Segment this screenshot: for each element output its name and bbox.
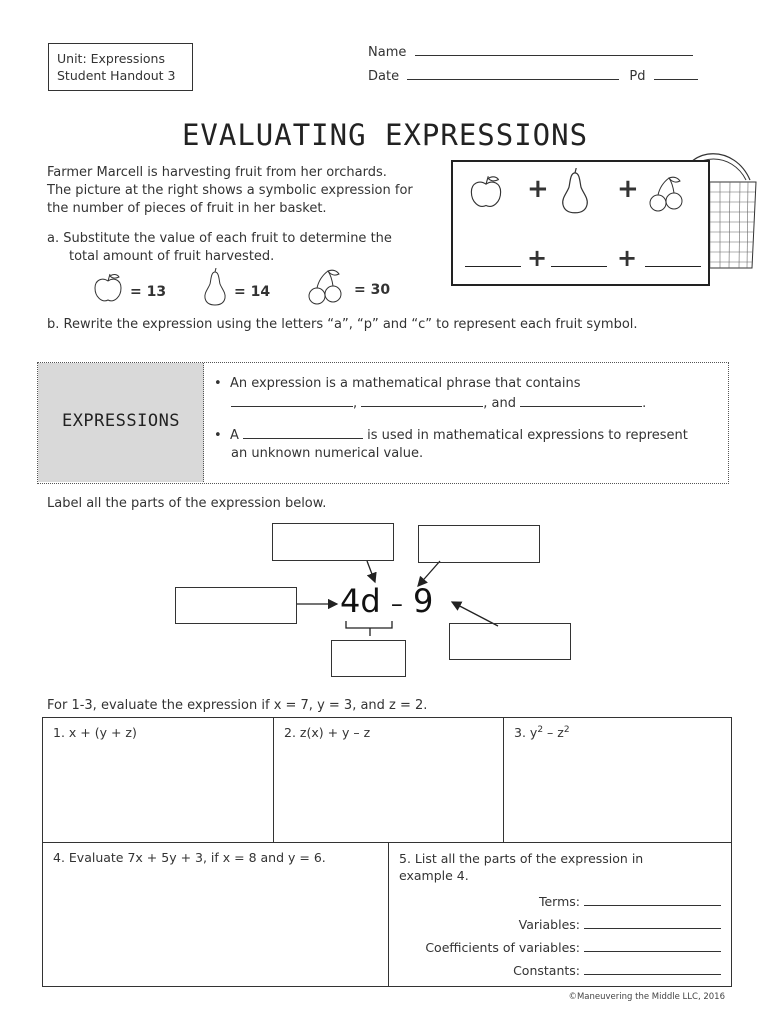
coefficients-field[interactable]	[584, 939, 721, 952]
problem-3-exponent-1: 2	[537, 725, 544, 735]
problem-4-cell[interactable]	[43, 843, 389, 987]
answer-list	[399, 890, 721, 982]
problem-3-exponent-2: 2	[563, 725, 570, 735]
label-box-bottom-term[interactable]	[331, 640, 406, 677]
apple-value: = 13	[130, 284, 167, 300]
constants-field[interactable]	[584, 962, 721, 975]
problem-2: 2. z(x) + y – z	[284, 725, 371, 740]
problem-3-cell[interactable]	[504, 718, 732, 843]
problem-5-line-1: 5. List all the parts of the expression in	[399, 851, 644, 866]
name-label: Name	[368, 45, 407, 60]
variables-label: Variables:	[518, 917, 580, 932]
coefficients-label: Coefficients of variables:	[425, 940, 580, 955]
variables-row	[399, 913, 721, 936]
part-a-line-1: a. Substitute the value of each fruit to determine the	[47, 231, 392, 246]
handout-line: Student Handout 3	[57, 68, 176, 83]
label-box-term[interactable]	[175, 587, 297, 624]
bullet-icon: •	[214, 376, 226, 391]
part-b: b. Rewrite the expression using the letters “a”, “p” and “c” to represent each fruit symbol.	[47, 317, 638, 332]
problem-1-cell[interactable]	[43, 718, 274, 843]
terms-field[interactable]	[584, 893, 721, 906]
intro-line-2: The picture at the right shows a symbolic expression for	[47, 183, 413, 198]
expressions-label: EXPRESSIONS	[61, 411, 181, 431]
coefficients-row	[399, 936, 721, 959]
plus-sign: +	[617, 244, 638, 272]
expression-term-4d: 4d	[340, 582, 381, 620]
bullet-1-text: An expression is a mathematical phrase that contains	[229, 376, 581, 391]
page-title: EVALUATING EXPRESSIONS	[181, 118, 589, 152]
expression-minus: –	[390, 590, 403, 618]
problem-1: 1. x + (y + z)	[53, 725, 137, 740]
problem-3	[514, 725, 570, 740]
expression-4d-minus-9	[340, 583, 433, 622]
copyright-footer: ©Maneuvering the Middle LLC, 2016	[568, 992, 725, 1002]
pear-value: = 14	[234, 284, 271, 300]
label-box-constant[interactable]	[449, 623, 571, 660]
blank-sep-1: ,	[353, 396, 358, 411]
variables-field[interactable]	[584, 916, 721, 929]
unit-line: Unit: Expressions	[57, 51, 165, 66]
intro-line-1: Farmer Marcell is harvesting fruit from her orchards.	[47, 165, 387, 180]
plus-sign: +	[527, 174, 549, 204]
date-label: Date	[368, 69, 400, 84]
bullet-icon: •	[214, 428, 226, 443]
label-instruction: Label all the parts of the expression below.	[47, 496, 327, 511]
problem-5-cell	[389, 843, 732, 987]
intro-line-3: the number of pieces of fruit in her basket.	[47, 201, 327, 216]
expression-constant-9: 9	[413, 582, 434, 620]
bullet-2-line-2: an unknown numerical value.	[231, 446, 424, 461]
problem-4: 4. Evaluate 7x + 5y + 3, if x = 8 and y = 6.	[53, 850, 326, 865]
problem-3-mid: – z	[543, 725, 564, 741]
problem-5-line-2: example 4.	[399, 868, 469, 883]
problem-3-base-y: 3. y	[514, 725, 538, 741]
label-box-variable[interactable]	[418, 525, 540, 563]
eval-instruction: For 1-3, evaluate the expression if x = 7, y = 3, and z = 2.	[47, 698, 428, 713]
blank-sep-2: , and	[483, 396, 517, 411]
part-a-line-2: total amount of fruit harvested.	[69, 249, 275, 264]
terms-row	[399, 890, 721, 913]
bullet-2-b: is used in mathematical expressions to represent	[367, 428, 688, 443]
problem-2-cell[interactable]	[274, 718, 504, 843]
label-box-coefficient[interactable]	[272, 523, 394, 561]
constants-row	[399, 959, 721, 982]
pd-label: Pd	[629, 69, 646, 84]
bullet-2-a: A	[229, 428, 239, 443]
terms-label: Terms:	[538, 894, 580, 909]
blank-end: .	[642, 396, 647, 411]
plus-sign: +	[617, 174, 639, 204]
plus-sign: +	[527, 244, 548, 272]
cherry-value: = 30	[354, 282, 391, 298]
problems-grid	[42, 717, 732, 987]
constants-label: Constants:	[513, 963, 580, 978]
